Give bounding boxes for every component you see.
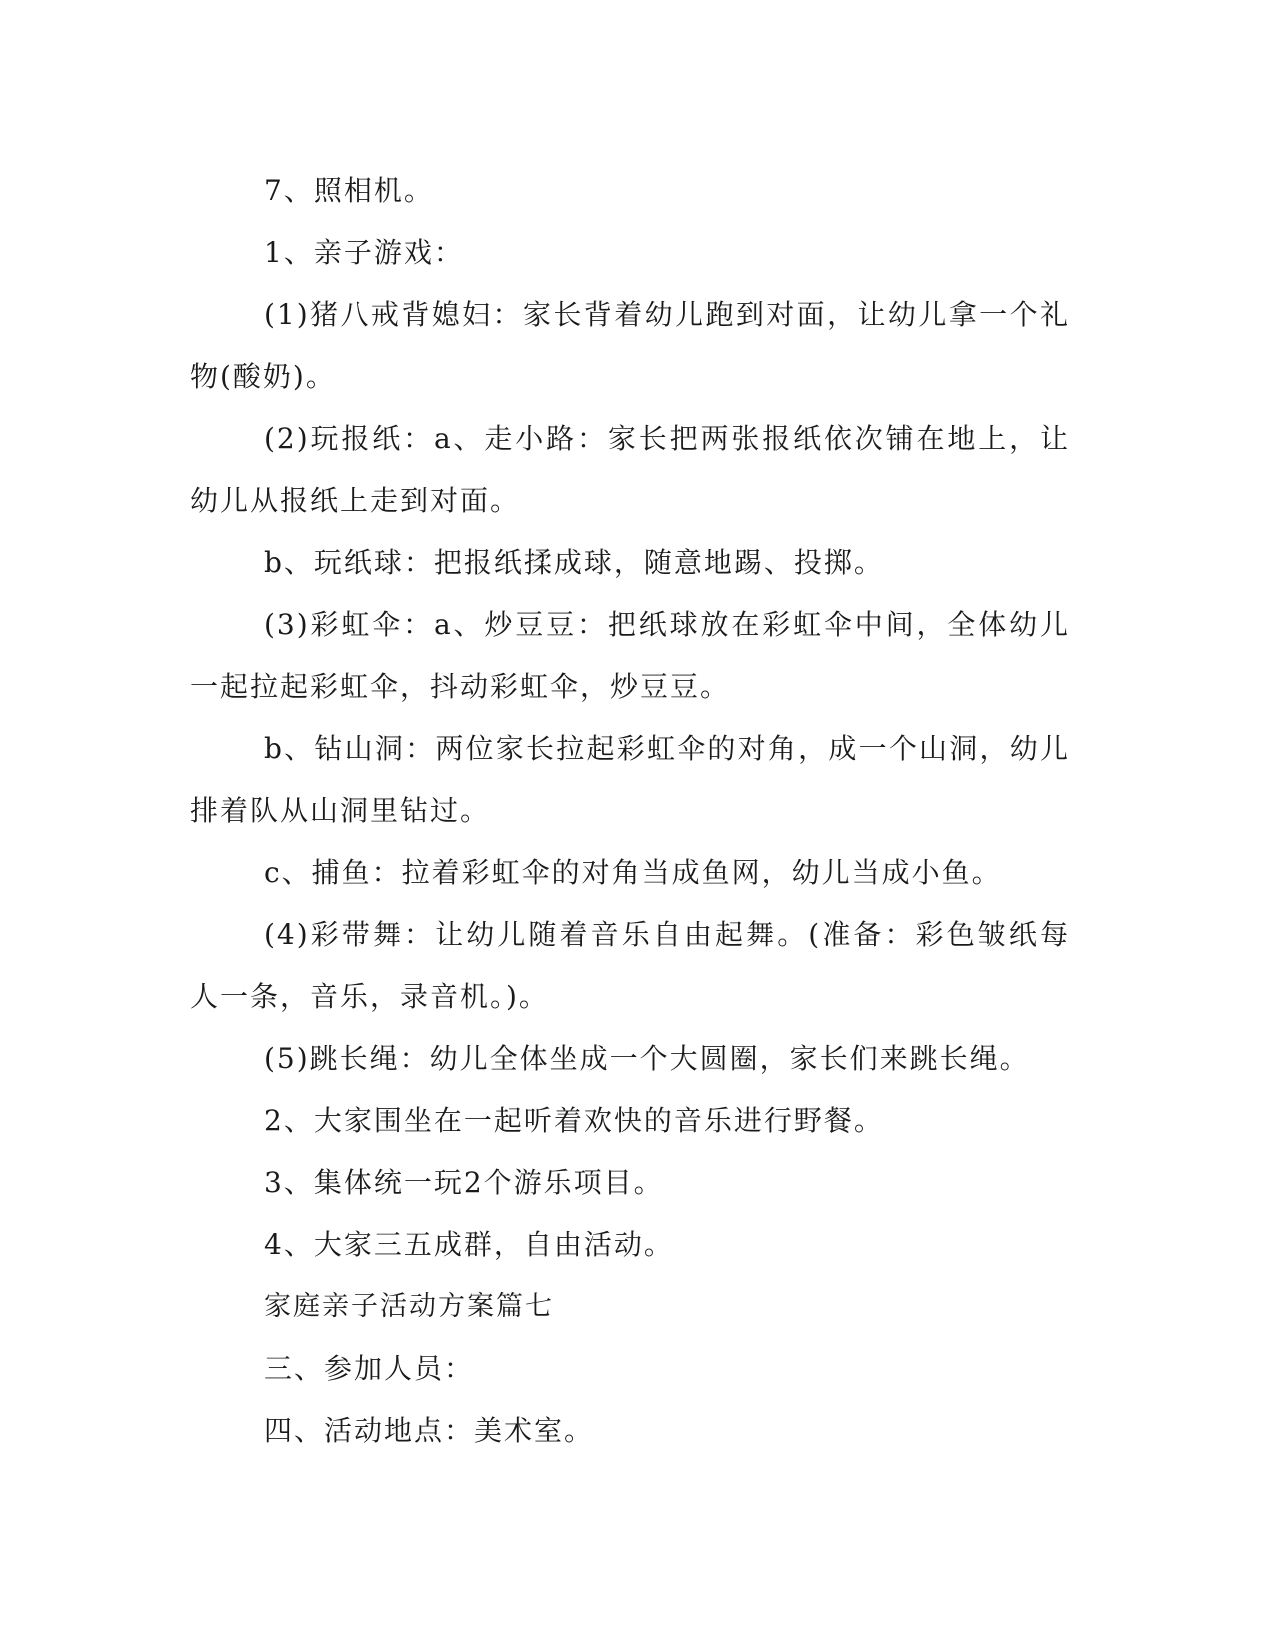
section-title: 家庭亲子活动方案篇七 (264, 1291, 554, 1322)
paragraph-game-2b: b、玩纸球：把报纸揉成球，随意地踢、投掷。 (264, 546, 884, 579)
paragraph-game-5: (5)跳长绳：幼儿全体坐成一个大圆圈，家长们来跳长绳。 (264, 1042, 1030, 1075)
paragraph-participants: 三、参加人员： (264, 1352, 475, 1385)
paragraph-camera: 7、照相机。 (264, 174, 434, 207)
paragraph-rides: 3、集体统一玩2个游乐项目。 (264, 1166, 664, 1199)
paragraph-parent-child-games: 1、亲子游戏： (264, 236, 464, 269)
paragraph-game-4: (4)彩带舞：让幼儿随着音乐自由起舞。(准备：彩色皱纸每人一条，音乐，录音机。)。 (190, 918, 1070, 1013)
document-body (190, 160, 1070, 1462)
paragraph-location: 四、活动地点：美术室。 (264, 1414, 595, 1447)
paragraph-picnic: 2、大家围坐在一起听着欢快的音乐进行野餐。 (264, 1104, 884, 1137)
paragraph-game-3: (3)彩虹伞：a、炒豆豆：把纸球放在彩虹伞中间，全体幼儿一起拉起彩虹伞，抖动彩虹伞，炒豆豆。 (190, 608, 1070, 703)
paragraph-game-2: (2)玩报纸：a、走小路：家长把两张报纸依次铺在地上，让幼儿从报纸上走到对面。 (190, 422, 1070, 517)
paragraph-game-3c: c、捕鱼：拉着彩虹伞的对角当成鱼网，幼儿当成小鱼。 (264, 856, 1002, 889)
paragraph-game-1: (1)猪八戒背媳妇：家长背着幼儿跑到对面，让幼儿拿一个礼物(酸奶)。 (190, 298, 1070, 393)
paragraph-game-3b: b、钻山洞：两位家长拉起彩虹伞的对角，成一个山洞，幼儿排着队从山洞里钻过。 (190, 732, 1070, 827)
paragraph-free-activity: 4、大家三五成群，自由活动。 (264, 1228, 674, 1261)
